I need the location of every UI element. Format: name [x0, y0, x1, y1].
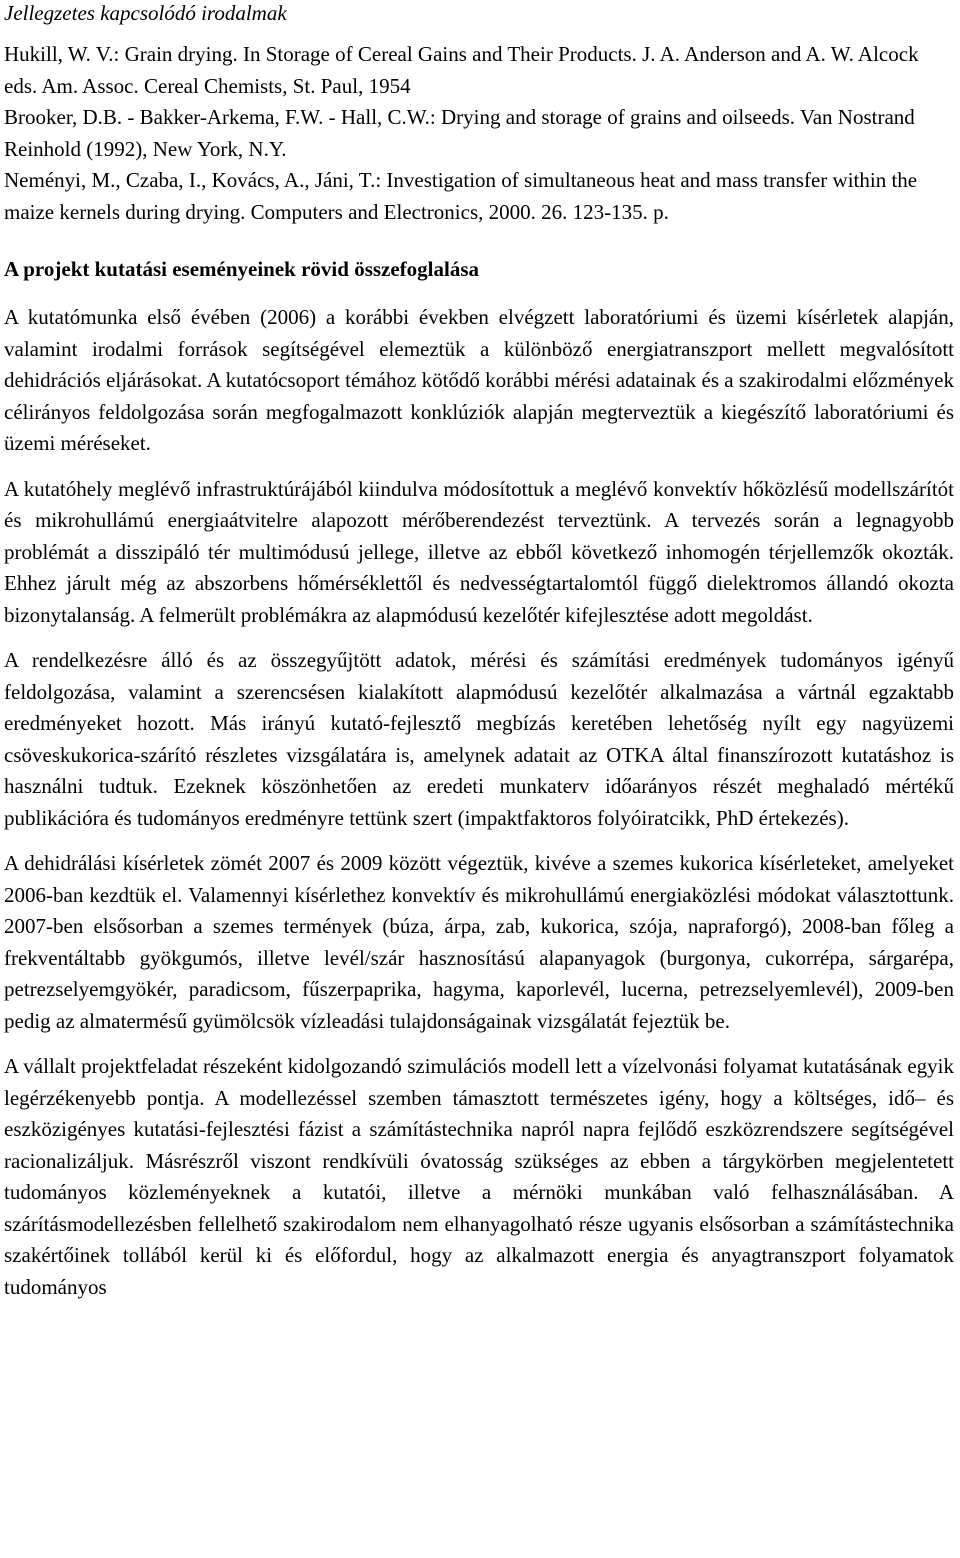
reference-item-nemenyi: Neményi, M., Czaba, I., Kovács, A., Jáni, T.: Investigation of simultaneous heat and mass transfer within the maize kernels during drying. Computers and Electronics, 2000. 26. 123-135. p. [4, 168, 918, 224]
section-title: A projekt kutatási eseményeinek rövid összefoglalása [4, 257, 480, 281]
body-paragraph-4: A dehidrálási kísérletek zömét 2007 és 2009 között végeztük, kivéve a szemes kukorica kísérleteket, amelyeket 2006-ban kezdtük el. Valamennyi kísérlethez konvektív és mikrohullámú energiaközlési módokat választottunk. 2007-ben elsősorban a szemes termények (búza, árpa, zab, kukorica, szója, napraforgó), 2008-ban főleg a frekventáltabb gyökgumós, illetve levél/szár hasznosítású alapanyagok (burgonya, cukorrépa, sárgarépa, petrezselyemgyökér, paradicsom, fűszerpaprika, hagyma, kaporlevél, lucerna, petrezselyemlevél), 2009-ben pedig az almatermésű gyümölcsök vízleadási tulajdonságainak vizsgálatát fejeztük be. [4, 851, 954, 1033]
reference-item-brooker: Brooker, D.B. - Bakker-Arkema, F.W. - Hall, C.W.: Drying and storage of grains and oilseeds. Van Nostrand Reinhold (1992), New York, N.Y. [4, 105, 915, 161]
body-paragraph-5: A vállalt projektfeladat részeként kidolgozandó szimulációs modell lett a vízelvonási folyamat kutatásának egyik legérzékenyebb pontja. A modellezéssel szemben támasztott természetes igény, hogy a költséges, idő– és eszközigényes kutatási-fejlesztési fázist a számítástechnika napról napra fejlődő eszközrendszere segítségével racionalizáljuk. Másrészről viszont rendkívüli óvatosság szükséges az ebben a tárgykörben megjelentetett tudományos közleményeknek a kutatói, illetve a mérnöki munkában való felhasználásában. A szárításmodellezésben fellelhető szakirodalom nem elhanyagolható része ugyanis elsősorban a számítástechnika szakértőinek tollából kerül ki és előfordul, hogy az alkalmazott energia és anyagtranszport folyamatok tudományos [4, 1054, 954, 1299]
reference-list [4, 39, 954, 228]
body-paragraph-3: A rendelkezésre álló és az összegyűjtött adatok, mérési és számítási eredmények tudományos igényű feldolgozása, valamint a szerencsésen kialakított alapmódusú kezelőtér alkalmazása a vártnál egzaktabb eredményeket hozott. Más irányú kutató-fejlesztő megbízás keretében lehetőség nyílt egy nagyüzemi csöveskukorica-szárító részletes vizsgálatára is, amelynek adatait az OTKA által finanszírozott kutatáshoz is használni tudtuk. Ezeknek köszönhetően az eredeti munkaterv időarányos részét meghaladó mértékű publikációra és tudományos eredményre tettünk szert (impaktfaktoros folyóiratcikk, PhD értekezés). [4, 648, 954, 830]
related-literature-heading: Jellegzetes kapcsolódó irodalmak [4, 1, 287, 25]
body-paragraph-1: A kutatómunka első évében (2006) a korábbi években elvégzett laboratóriumi és üzemi kísérletek alapján, valamint irodalmi források segítségével elemeztük a különböző energiatranszport mellett megvalósított dehidrációs eljárásokat. A kutatócsoport témához kötődő korábbi mérési adatainak és a szakirodalmi előzmények célirányos feldolgozása során megfogalmazott konklúziók alapján megterveztük a kiegészítő laboratóriumi és üzemi méréseket. [4, 305, 954, 455]
reference-item-hukill: Hukill, W. V.: Grain drying. In Storage of Cereal Gains and Their Products. J. A. Anderson and A. W. Alcock eds. Am. Assoc. Cereal Chemists, St. Paul, 1954 [4, 42, 919, 98]
body-paragraph-2: A kutatóhely meglévő infrastruktúrájából kiindulva módosítottuk a meglévő konvektív hőközlésű modellszárítót és mikrohullámú energiaátvitelre alapozott mérőberendezést terveztünk. A tervezés során a legnagyobb problémát a disszipáló tér multimódusú jellege, illetve az ebből következő inhomogén térjellemzők okozták. Ehhez járult még az abszorbens hőmérséklettől és nedvességtartalomtól függő dielektromos állandó okozta bizonytalanság. A felmerült problémákra az alapmódusú kezelőtér kifejlesztése adott megoldást. [4, 476, 954, 627]
